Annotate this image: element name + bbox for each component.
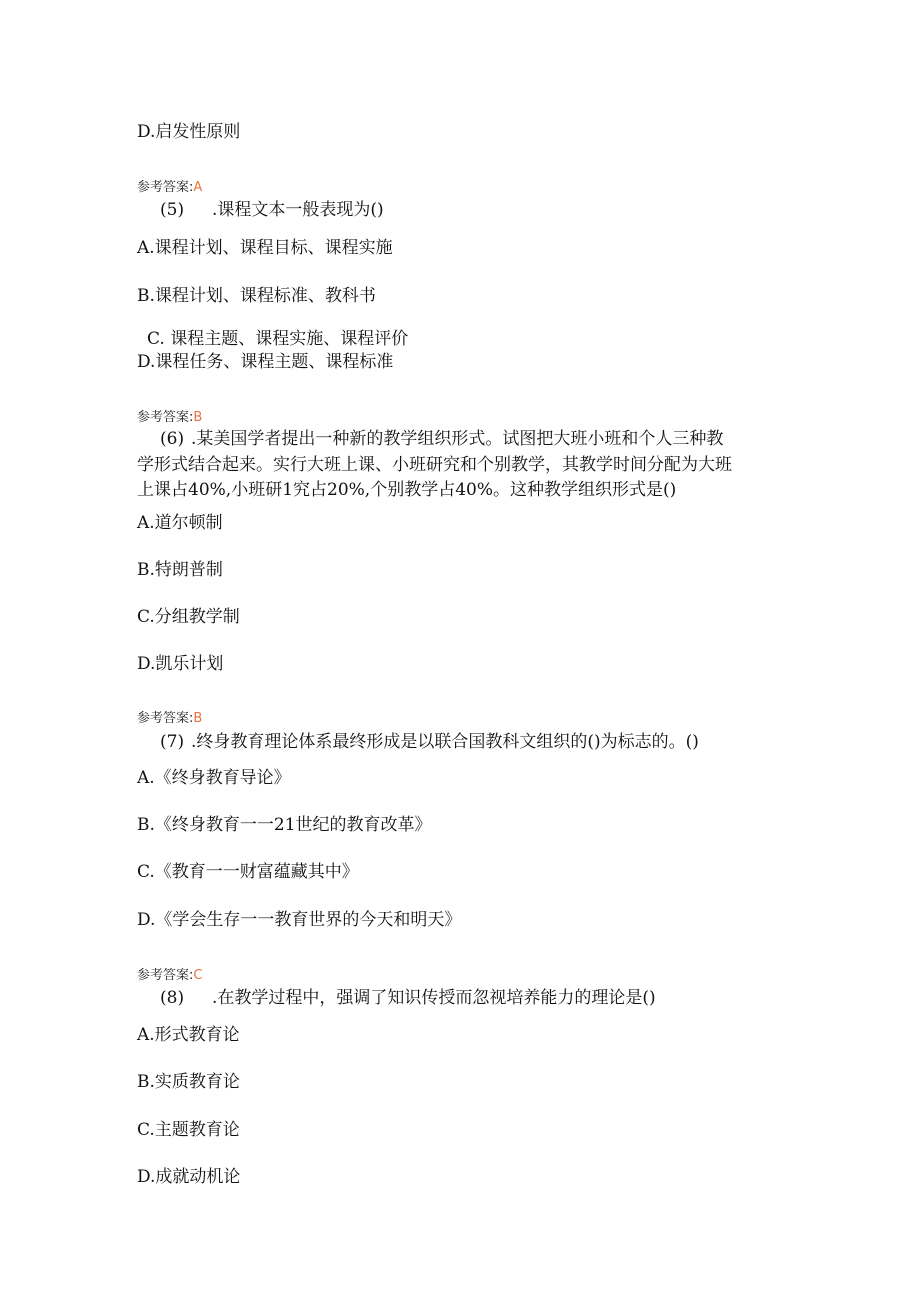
q5-question <box>160 199 384 221</box>
q4-option-d: D.启发性原则 <box>137 122 241 142</box>
q6-option-b: B.特朗普制 <box>137 560 223 580</box>
answer-label: 参考答案: <box>137 410 194 425</box>
q6-question-line2: 学形式结合起来。实行大班上课、小班研究和个别教学，其教学时间分配为大班 <box>137 455 732 475</box>
q5-option-c: C. 课程主题、课程实施、课程评价 <box>147 329 409 349</box>
question-text: .终身教育理论体系最终形成是以联合国教科文组织的()为标志的。() <box>191 732 699 752</box>
q6-option-a: A.道尔顿制 <box>137 513 223 533</box>
q8-option-b: B.实质教育论 <box>137 1072 240 1092</box>
q8-option-c: C.主题教育论 <box>137 1120 240 1140</box>
question-text: .在教学过程中，强调了知识传授而忽视培养能力的理论是() <box>212 988 656 1008</box>
answer-letter: C <box>193 968 203 983</box>
q4-answer <box>137 180 202 196</box>
answer-letter: A <box>193 180 203 195</box>
q6-question <box>160 428 723 450</box>
q7-answer <box>137 968 202 984</box>
q8-option-d: D.成就动机论 <box>137 1167 241 1187</box>
q5-option-a: A.课程计划、课程目标、课程实施 <box>137 238 393 258</box>
answer-letter: B <box>193 410 203 425</box>
q7-option-b: B.《终身教育一一21世纪的教育改革》 <box>137 815 432 835</box>
answer-label: 参考答案: <box>137 180 194 195</box>
q6-answer <box>137 711 202 727</box>
q5-option-d: D.课程任务、课程主题、课程标准 <box>137 352 394 372</box>
q8-question <box>160 987 656 1009</box>
question-number: (7) <box>160 732 185 752</box>
question-number: (6) <box>160 429 185 449</box>
q7-question <box>160 731 699 753</box>
answer-label: 参考答案: <box>137 968 194 983</box>
answer-label: 参考答案: <box>137 711 194 726</box>
q5-answer <box>137 410 202 426</box>
q6-question-line3: 上课占40%,小班研1究占20%,个别教学占40%。这种教学组织形式是() <box>137 480 677 500</box>
q6-option-c: C.分组教学制 <box>137 607 240 627</box>
q7-option-a: A.《终身教育导论》 <box>137 768 291 788</box>
q6-option-d: D.凯乐计划 <box>137 654 224 674</box>
question-number: (5) <box>160 200 185 220</box>
q7-option-d: D.《学会生存一一教育世界的今天和明天》 <box>137 910 462 930</box>
answer-letter: B <box>193 711 203 726</box>
q8-option-a: A.形式教育论 <box>137 1025 240 1045</box>
question-text-line1: .某美国学者提出一种新的教学组织形式。试图把大班小班和个人三种教 <box>191 429 724 449</box>
q5-option-b: B.课程计划、课程标准、教科书 <box>137 286 376 306</box>
question-number: (8) <box>160 988 185 1008</box>
question-text: .课程文本一般表现为() <box>212 200 384 220</box>
q7-option-c: C.《教育一一财富蕴藏其中》 <box>137 862 359 882</box>
